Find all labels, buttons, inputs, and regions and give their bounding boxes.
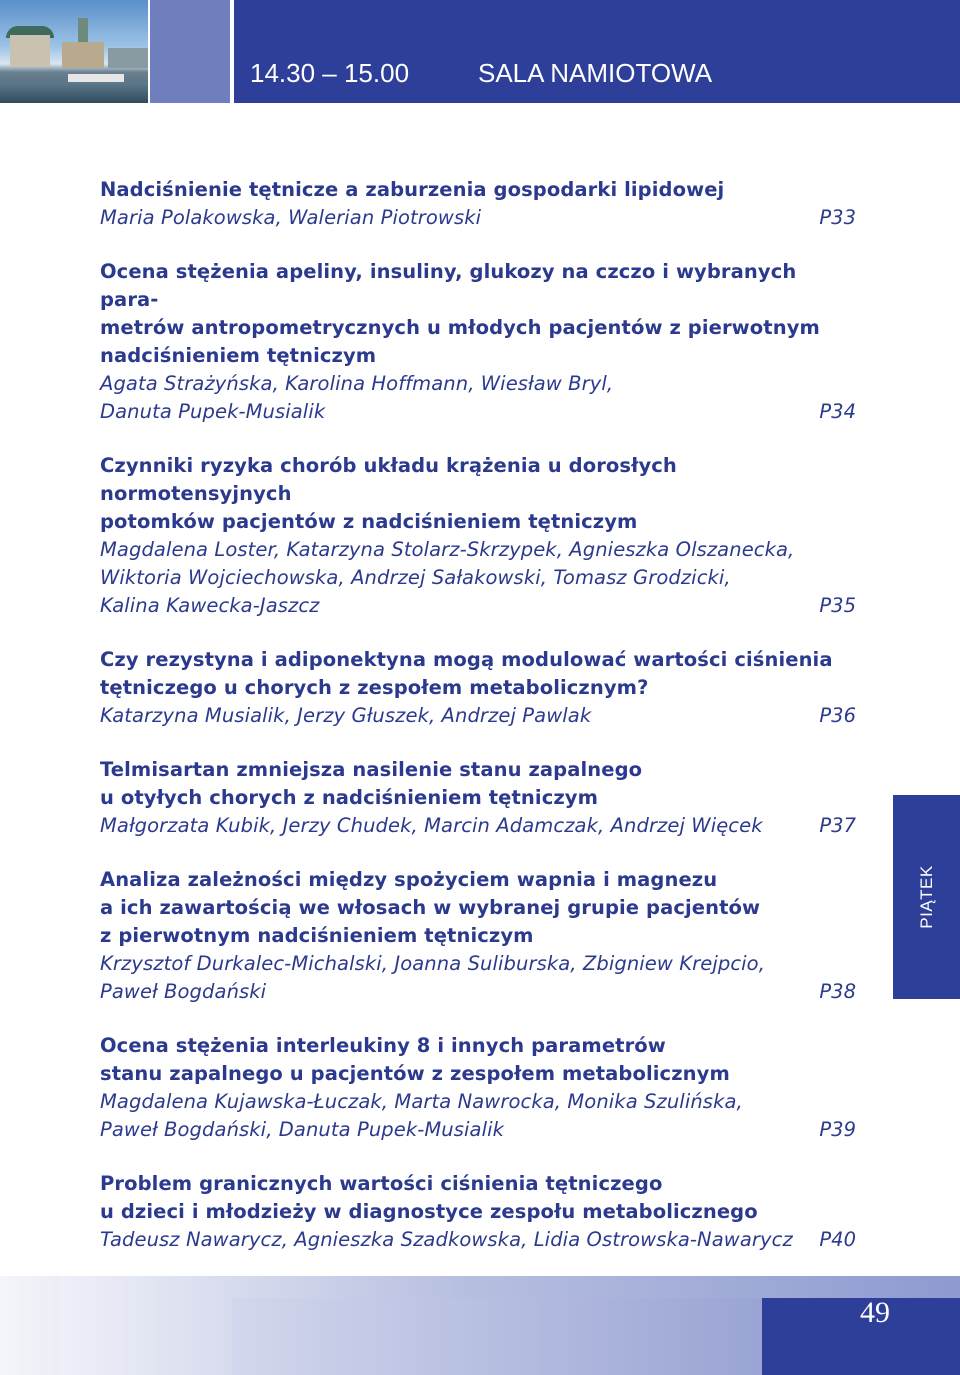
- abstract-title-line: Analiza zależności między spożyciem wapnia i magnezu: [100, 868, 718, 891]
- abstract-title-line: metrów antropometrycznych u młodych pacjentów z pierwotnym: [100, 316, 820, 339]
- abstract-entry: [100, 452, 860, 620]
- abstract-list: [100, 176, 860, 1280]
- abstract-authors-line: Wiktoria Wojciechowska, Andrzej Sałakowski, Tomasz Grodzicki,: [100, 566, 731, 589]
- abstract-authors-line: Katarzyna Musialik, Jerzy Głuszek, Andrzej Pawlak: [100, 704, 592, 727]
- abstract-authors-line: Agata Strażyńska, Karolina Hoffmann, Wiesław Bryl,: [100, 372, 614, 395]
- poster-code: P39: [819, 1118, 856, 1141]
- abstract-title-line: Czynniki ryzyka chorób układu krążenia u dorosłych normotensyjnych: [100, 454, 677, 505]
- session-time: 14.30 – 15.00: [250, 58, 410, 88]
- abstract-entry: [100, 756, 860, 840]
- poster-code: P38: [819, 980, 856, 1003]
- abstract-authors-line: Danuta Pupek-Musialik: [100, 400, 326, 423]
- abstract-authors-line: Kalina Kawecka-Jaszcz: [100, 594, 320, 617]
- poster-code: P36: [819, 704, 856, 727]
- abstract-entry: [100, 866, 860, 1006]
- abstract-title-line: a ich zawartością we włosach w wybranej grupie pacjentów: [100, 896, 761, 919]
- poster-code: P40: [819, 1228, 856, 1251]
- header-accent-bar: [150, 0, 230, 103]
- abstract-authors-line: Paweł Bogdański: [100, 980, 267, 1003]
- abstract-authors-line: Magdalena Kujawska-Łuczak, Marta Nawrocka, Monika Szulińska,: [100, 1090, 743, 1113]
- abstract-title-line: tętniczego u chorych z zespołem metabolicznym?: [100, 676, 649, 699]
- poster-code: P33: [819, 206, 856, 229]
- abstract-entry: [100, 1170, 860, 1254]
- abstract-authors-line: Tadeusz Nawarycz, Agnieszka Szadkowska, Lidia Ostrowska-Nawarycz: [100, 1228, 793, 1251]
- page-footer: [0, 1276, 960, 1375]
- abstract-authors-line: Magdalena Loster, Katarzyna Stolarz-Skrzypek, Agnieszka Olszanecka,: [100, 538, 795, 561]
- abstract-title-line: z pierwotnym nadciśnieniem tętniczym: [100, 924, 534, 947]
- abstract-title-line: Problem granicznych wartości ciśnienia tętniczego: [100, 1172, 663, 1195]
- abstract-title-line: Ocena stężenia apeliny, insuliny, glukozy na czczo i wybranych para-: [100, 260, 797, 311]
- page-header: [0, 0, 960, 103]
- abstract-title-line: Nadciśnienie tętnicze a zaburzenia gospodarki lipidowej: [100, 178, 725, 201]
- poster-code: P37: [819, 814, 856, 837]
- day-label: PIĄTEK: [916, 865, 936, 929]
- abstract-entry: [100, 258, 860, 426]
- abstract-entry: [100, 176, 860, 232]
- abstract-entry: [100, 1032, 860, 1144]
- poster-code: P35: [819, 594, 856, 617]
- abstract-authors-line: Małgorzata Kubik, Jerzy Chudek, Marcin Adamczak, Andrzej Więcek: [100, 814, 763, 837]
- abstract-entry: [100, 646, 860, 730]
- page-number: 49: [860, 1296, 890, 1329]
- abstract-title-line: nadciśnieniem tętniczym: [100, 344, 377, 367]
- abstract-title-line: u dzieci i młodzieży w diagnostyce zespołu metabolicznego: [100, 1200, 758, 1223]
- abstract-title-line: Ocena stężenia interleukiny 8 i innych parametrów: [100, 1034, 666, 1057]
- day-side-tab: [893, 795, 960, 999]
- abstract-title-line: Czy rezystyna i adiponektyna mogą modulować wartości ciśnienia: [100, 648, 833, 671]
- city-photo: [0, 0, 148, 103]
- abstract-title-line: stanu zapalnego u pacjentów z zespołem metabolicznym: [100, 1062, 730, 1085]
- poster-code: P34: [819, 400, 856, 423]
- abstract-title-line: potomków pacjentów z nadciśnieniem tętniczym: [100, 510, 638, 533]
- abstract-authors-line: Krzysztof Durkalec-Michalski, Joanna Suliburska, Zbigniew Krejpcio,: [100, 952, 766, 975]
- abstract-title-line: u otyłych chorych z nadciśnieniem tętniczym: [100, 786, 599, 809]
- abstract-title-line: Telmisartan zmniejsza nasilenie stanu zapalnego: [100, 758, 643, 781]
- abstract-authors-line: Paweł Bogdański, Danuta Pupek-Musialik: [100, 1118, 505, 1141]
- session-room: SALA NAMIOTOWA: [478, 58, 713, 88]
- abstract-authors-line: Maria Polakowska, Walerian Piotrowski: [100, 206, 482, 229]
